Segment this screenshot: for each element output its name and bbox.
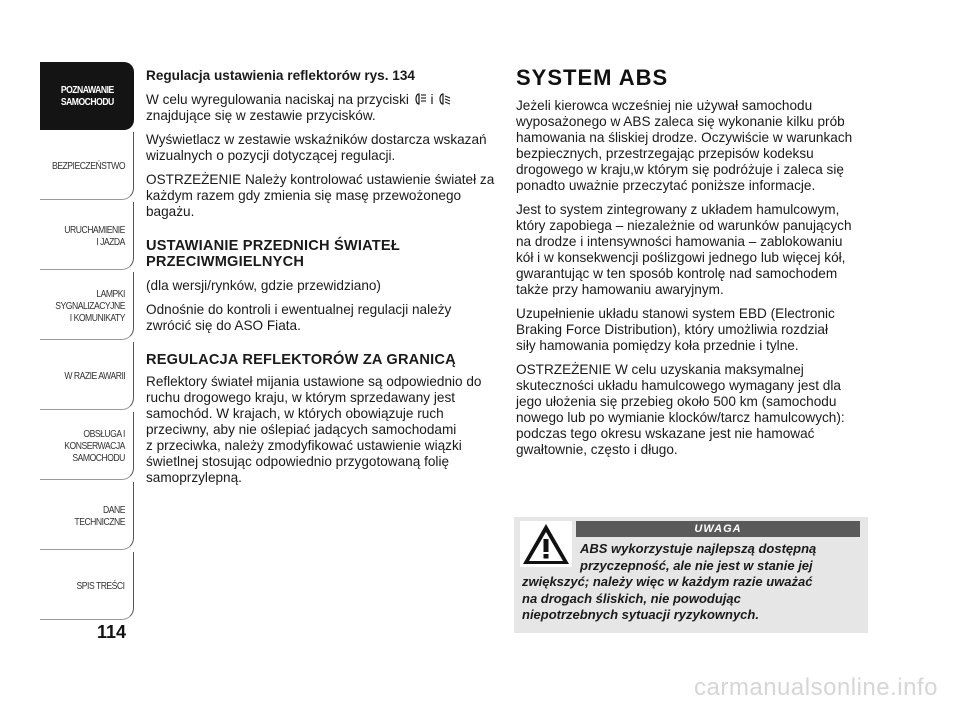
tab-label: BEZPIECZEŃSTWO (51, 159, 125, 172)
tab-bezpieczenstwo[interactable] (40, 132, 134, 200)
paragraph-warning-load: OSTRZEŻENIE Należy kontrolować ustawienie świateł za każdym razem gdy zmienia się masę przewożonego bagażu. (146, 172, 495, 219)
text-fragment: znajdujące się w zestawie przycisków. (146, 108, 376, 123)
paragraph-fog-lights: Odnośnie do kontroli i ewentualnej regulacji należy zwrócić się do ASO Fiata. (146, 302, 452, 333)
warning-header: UWAGA (576, 521, 860, 537)
tab-label: POZNAWANIE SAMOCHODU (60, 84, 114, 108)
tab-poznawanie-samochodu[interactable] (40, 62, 134, 130)
paragraph-abroad: Reflektory świateł mijania ustawione są odpowiednio do ruchu drogowego kraju, w którym sprzedawany jest samochód. W krajach, w których obowiązuje ruch przeciwny, aby nie oślepiać jadących samochodami z przeciwka, należy zmodyfikować ustawienie wiązki świetlnej stosując odpowiednio przygotowaną folię samoprzylepną. (146, 374, 482, 485)
headlight-up-icon (413, 93, 427, 105)
headlight-down-icon (437, 93, 451, 105)
tab-label: W RAZIE AWARII (64, 369, 125, 382)
paragraph-regulation (146, 92, 498, 124)
text-fragment: i (426, 92, 438, 107)
tab-label: OBSŁUGA I KONSERWACJA SAMOCHODU (64, 427, 125, 464)
warning-box (514, 517, 868, 633)
spacer (146, 228, 498, 238)
text-fragment: W celu wyregulowania naciskaj na przyciski (146, 92, 413, 107)
spacer (146, 342, 498, 352)
subsection-heading: Regulacja ustawienia reflektorów rys. 134 (146, 68, 415, 83)
paragraph-abs-intro: Jeżeli kierowca wcześniej nie używał samochodu wyposażonego w ABS zaleca się wykonanie kilku prób hamowania na śliskiej drodze. Oczywiście w warunkach bezpiecznych, przestrzegając przepisów kodeksu drogowego w kraju,w którym się podróżuje i zaleca się ponadto uważnie przeczytać poniższe informacje. (516, 98, 853, 193)
tab-obsluga-i-konserwacja[interactable] (40, 412, 134, 480)
warning-line: ABS wykorzystuje najlepszą dostępną (580, 541, 817, 556)
page-title: SYSTEM ABS (516, 65, 669, 90)
tab-label: LAMPKI SYGNALIZACYJNE I KOMUNIKATY (55, 287, 125, 324)
paragraph-abs-warning: OSTRZEŻENIE W celu uzyskania maksymalnej skuteczności układu hamulcowego wymagany jest dla jego ułożenia się przebieg około 500 km (samochodu nowego lub po wymianie klocków/tarcz hamulcowych): podczas tego okresu wskazane jest nie hamować gwałtownie, często i długo. (516, 362, 845, 457)
page-number: 114 (97, 622, 127, 642)
paragraph-abs-system: Jest to system zintegrowany z układem hamulcowym, który zapobiega – niezależnie od warunków panujących na drodze i intensywności hamowania – zablokowaniu kół i w konsekwencji poślizgowi jednego lub więcej kół, gwarantując w ten sposób kontrolę nad samochodem także przy hamowaniu awaryjnym. (516, 202, 852, 297)
tab-label: DANE TECHNICZNE (74, 503, 125, 528)
tab-label: SPIS TREŚCI (76, 579, 125, 592)
paragraph-ebd: Uzupełnienie układu stanowi system EBD (Electronic Braking Force Distribution), który umożliwia rozdział siły hamowania pomiędzy koła przednie i tylne. (516, 306, 835, 353)
tab-dane-techniczne[interactable] (40, 482, 134, 550)
tab-uruchamienie-i-jazda[interactable] (40, 202, 134, 270)
tab-spis-tresci[interactable] (40, 552, 134, 620)
watermark: carmanualsonline.info (694, 674, 938, 701)
sidebar-nav (40, 62, 134, 622)
warning-text (522, 541, 862, 624)
tab-label: URUCHAMIENIE I JAZDA (64, 223, 125, 248)
right-column (516, 65, 868, 466)
left-column (146, 68, 498, 494)
section-note: (dla wersji/rynków, gdzie przewidziano) (146, 278, 381, 293)
warning-line: przyczepność, ale nie jest w stanie jej (580, 557, 813, 573)
paragraph-display: Wyświetlacz w zestawie wskaźników dostarcza wskazań wizualnych o pozycji dotyczącej regulacji. (146, 132, 487, 163)
section-title-abroad: REGULACJA REFLEKTORÓW ZA GRANICĄ (146, 352, 456, 368)
warning-line: zwiększyć; należy więc w każdym razie uważać na drogach śliskich, nie powodując niepotrzebnych sytuacji ryzykownych. (522, 574, 813, 622)
section-title-fog-lights: USTAWIANIE PRZEDNICH ŚWIATEŁ PRZECIWMGIELNYCH (146, 238, 400, 270)
tab-w-razie-awarii[interactable] (40, 342, 134, 410)
tab-lampki-sygnalizacyjne[interactable] (40, 272, 134, 340)
